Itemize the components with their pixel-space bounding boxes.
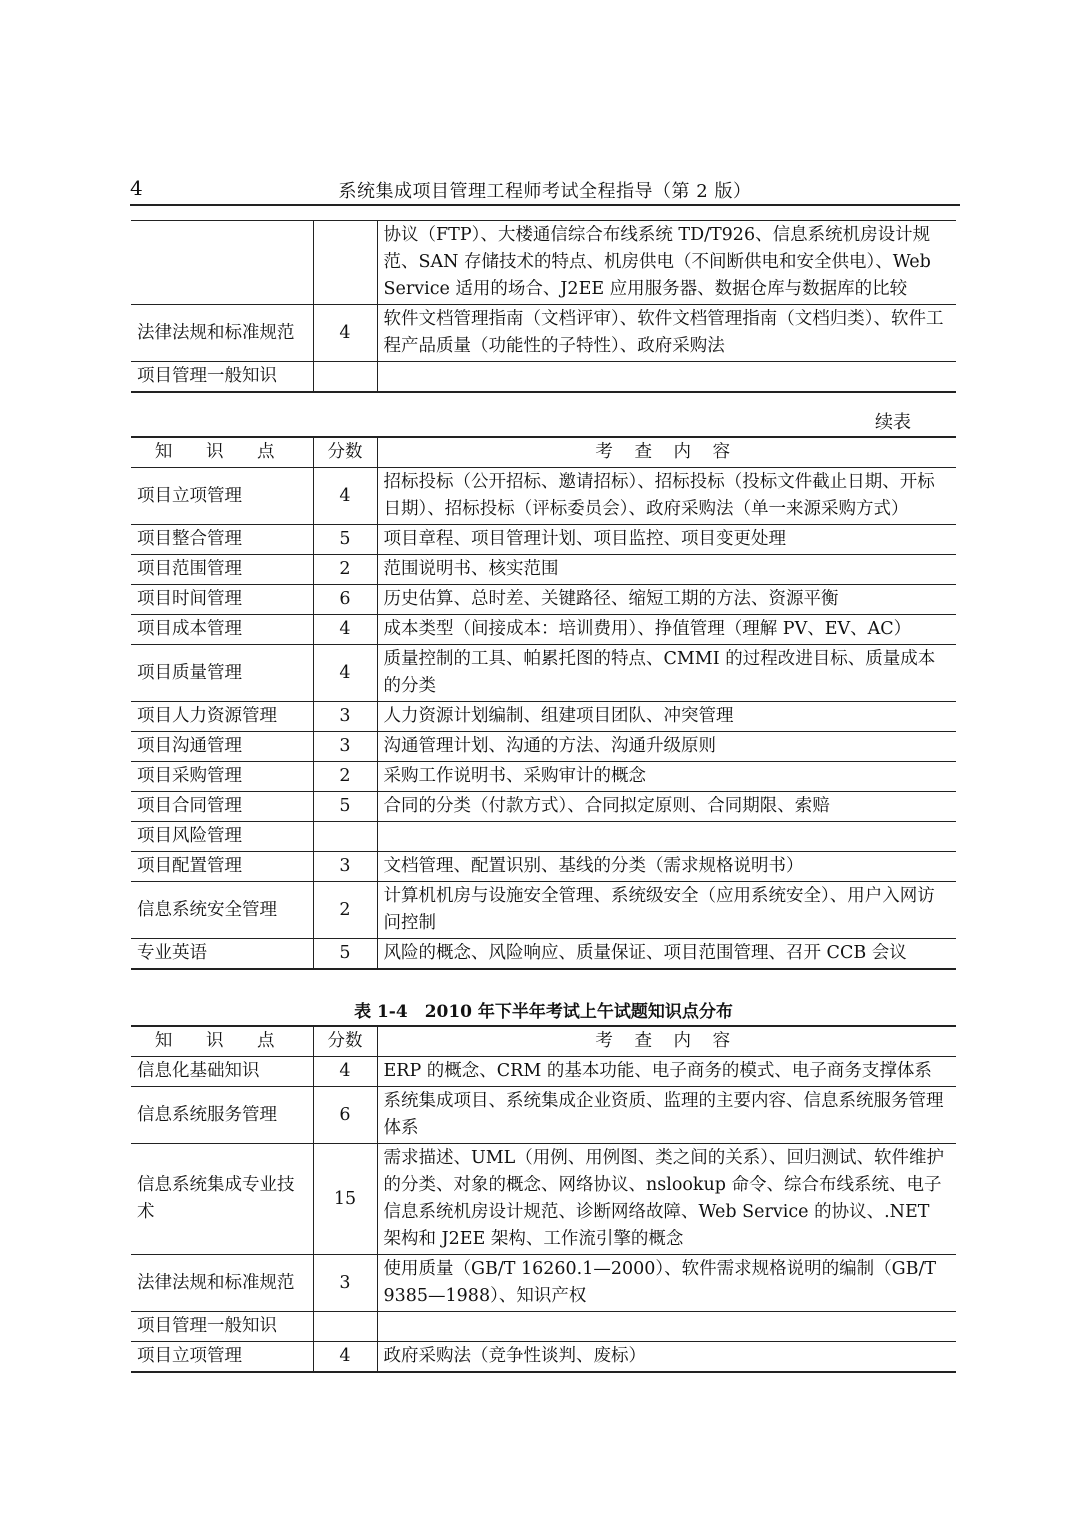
- row-content: 人力资源计划编制、组建项目团队、冲突管理: [377, 702, 956, 732]
- row-content: 质量控制的工具、帕累托图的特点、CMMI 的过程改进目标、质量成本的分类: [377, 645, 956, 702]
- row-score: 4: [313, 468, 377, 525]
- row-score: 4: [313, 1342, 377, 1373]
- row-content: 成本类型（间接成本：培训费用）、挣值管理（理解 PV、EV、AC）: [377, 615, 956, 645]
- row-score: 5: [313, 939, 377, 970]
- row-content: 风险的概念、风险响应、质量保证、项目范围管理、召开 CCB 会议: [377, 939, 956, 970]
- table-row: [131, 702, 956, 732]
- table-row: [131, 555, 956, 585]
- row-content: 计算机机房与设施安全管理、系统级安全（应用系统安全）、用户入网访问控制: [377, 882, 956, 939]
- page-header: [130, 176, 960, 206]
- row-topic: [131, 221, 313, 305]
- row-score: 3: [313, 1255, 377, 1312]
- row-topic: 项目人力资源管理: [131, 702, 313, 732]
- row-score: 2: [313, 882, 377, 939]
- row-score: 5: [313, 525, 377, 555]
- row-topic: 项目立项管理: [131, 468, 313, 525]
- row-content: 协议（FTP）、大楼通信综合布线系统 TD/T926、信息系统机房设计规范、SAN 存储技术的特点、机房供电（不间断供电和安全供电）、Web Service 适用的场合、J2EE 应用服务器、数据仓库与数据库的比较: [377, 221, 956, 305]
- table-header-row: [131, 437, 956, 468]
- row-topic: 项目立项管理: [131, 1342, 313, 1373]
- header-topic: 知 识 点: [131, 1026, 313, 1057]
- table-header-row: [131, 1026, 956, 1057]
- header-topic: 知 识 点: [131, 437, 313, 468]
- row-content: 范围说明书、核实范围: [377, 555, 956, 585]
- row-topic: 项目采购管理: [131, 762, 313, 792]
- row-score: 5: [313, 792, 377, 822]
- row-content: 项目章程、项目管理计划、项目监控、项目变更处理: [377, 525, 956, 555]
- table-row: [131, 585, 956, 615]
- row-score: [313, 362, 377, 393]
- row-score: 4: [313, 1057, 377, 1087]
- table-row: [131, 1312, 956, 1342]
- row-content: 合同的分类（付款方式）、合同拟定原则、合同期限、索赔: [377, 792, 956, 822]
- row-score: 4: [313, 615, 377, 645]
- row-content: 需求描述、UML（用例、用例图、类之间的关系）、回归测试、软件维护的分类、对象的概念、网络协议、nslookup 命令、综合布线系统、电子信息系统机房设计规范、诊断网络故障、Web Service 的协议、.NET 架构和 J2EE 架构、工作流引擎的概念: [377, 1144, 956, 1255]
- row-topic: 项目管理一般知识: [131, 1312, 313, 1342]
- continued-label: 续表: [875, 412, 911, 433]
- row-content: 沟通管理计划、沟通的方法、沟通升级原则: [377, 732, 956, 762]
- row-score: 3: [313, 732, 377, 762]
- table-row: [131, 362, 956, 393]
- header-score: 分数: [313, 1026, 377, 1057]
- row-score: 2: [313, 762, 377, 792]
- row-score: 3: [313, 702, 377, 732]
- table-top-continued: [131, 220, 956, 393]
- row-score: 4: [313, 645, 377, 702]
- row-topic: 信息化基础知识: [131, 1057, 313, 1087]
- row-score: [313, 221, 377, 305]
- table-row: [131, 525, 956, 555]
- row-topic: 项目整合管理: [131, 525, 313, 555]
- row-score: 2: [313, 555, 377, 585]
- table-caption: 表 1-4 2010 年下半年考试上午试题知识点分布: [354, 1002, 733, 1022]
- table-row: [131, 762, 956, 792]
- row-topic: 法律法规和标准规范: [131, 305, 313, 362]
- row-topic: 项目合同管理: [131, 792, 313, 822]
- table-1-4: [131, 1025, 956, 1373]
- table-row: [131, 221, 956, 305]
- table-row: [131, 732, 956, 762]
- row-score: 6: [313, 1087, 377, 1144]
- table-row: [131, 305, 956, 362]
- header-content: 考 查 内 容: [377, 1026, 956, 1057]
- row-topic: 法律法规和标准规范: [131, 1255, 313, 1312]
- table-row: [131, 1057, 956, 1087]
- row-content: 政府采购法（竞争性谈判、废标）: [377, 1342, 956, 1373]
- row-topic: 项目配置管理: [131, 852, 313, 882]
- table-row: [131, 822, 956, 852]
- table-row: [131, 468, 956, 525]
- table-row: [131, 1255, 956, 1312]
- row-content: [377, 822, 956, 852]
- row-topic: 项目范围管理: [131, 555, 313, 585]
- row-content: 历史估算、总时差、关键路径、缩短工期的方法、资源平衡: [377, 585, 956, 615]
- row-content: 采购工作说明书、采购审计的概念: [377, 762, 956, 792]
- row-topic: 项目管理一般知识: [131, 362, 313, 393]
- row-topic: 信息系统服务管理: [131, 1087, 313, 1144]
- table-row: [131, 1087, 956, 1144]
- row-content: ERP 的概念、CRM 的基本功能、电子商务的模式、电子商务支撑体系: [377, 1057, 956, 1087]
- header-score: 分数: [313, 437, 377, 468]
- row-topic: 项目沟通管理: [131, 732, 313, 762]
- row-score: [313, 1312, 377, 1342]
- row-topic: 项目质量管理: [131, 645, 313, 702]
- row-score: [313, 822, 377, 852]
- row-topic: 信息系统集成专业技术: [131, 1144, 313, 1255]
- row-topic: 信息系统安全管理: [131, 882, 313, 939]
- book-title: 系统集成项目管理工程师考试全程指导（第 2 版）: [338, 181, 752, 202]
- row-score: 15: [313, 1144, 377, 1255]
- row-content: [377, 1312, 956, 1342]
- row-content: 软件文档管理指南（文档评审）、软件文档管理指南（文档归类）、软件工程产品质量（功能性的子特性）、政府采购法: [377, 305, 956, 362]
- table-row: [131, 645, 956, 702]
- table-row: [131, 1144, 956, 1255]
- table-row: [131, 615, 956, 645]
- header-content: 考 查 内 容: [377, 437, 956, 468]
- table-knowledge-points-continued: [131, 436, 956, 970]
- row-content: 使用质量（GB/T 16260.1—2000）、软件需求规格说明的编制（GB/T 9385—1988）、知识产权: [377, 1255, 956, 1312]
- row-score: 6: [313, 585, 377, 615]
- row-content: 系统集成项目、系统集成企业资质、监理的主要内容、信息系统服务管理体系: [377, 1087, 956, 1144]
- page-number: 4: [130, 176, 143, 200]
- table-row: [131, 792, 956, 822]
- row-content: [377, 362, 956, 393]
- row-content: 招标投标（公开招标、邀请招标）、招标投标（投标文件截止日期、开标日期）、招标投标（评标委员会）、政府采购法（单一来源采购方式）: [377, 468, 956, 525]
- table-row: [131, 882, 956, 939]
- row-topic: 项目成本管理: [131, 615, 313, 645]
- row-topic: 专业英语: [131, 939, 313, 970]
- table-row: [131, 1342, 956, 1373]
- row-score: 3: [313, 852, 377, 882]
- row-topic: 项目时间管理: [131, 585, 313, 615]
- table-row: [131, 852, 956, 882]
- row-content: 文档管理、配置识别、基线的分类（需求规格说明书）: [377, 852, 956, 882]
- table-row: [131, 939, 956, 970]
- row-topic: 项目风险管理: [131, 822, 313, 852]
- row-score: 4: [313, 305, 377, 362]
